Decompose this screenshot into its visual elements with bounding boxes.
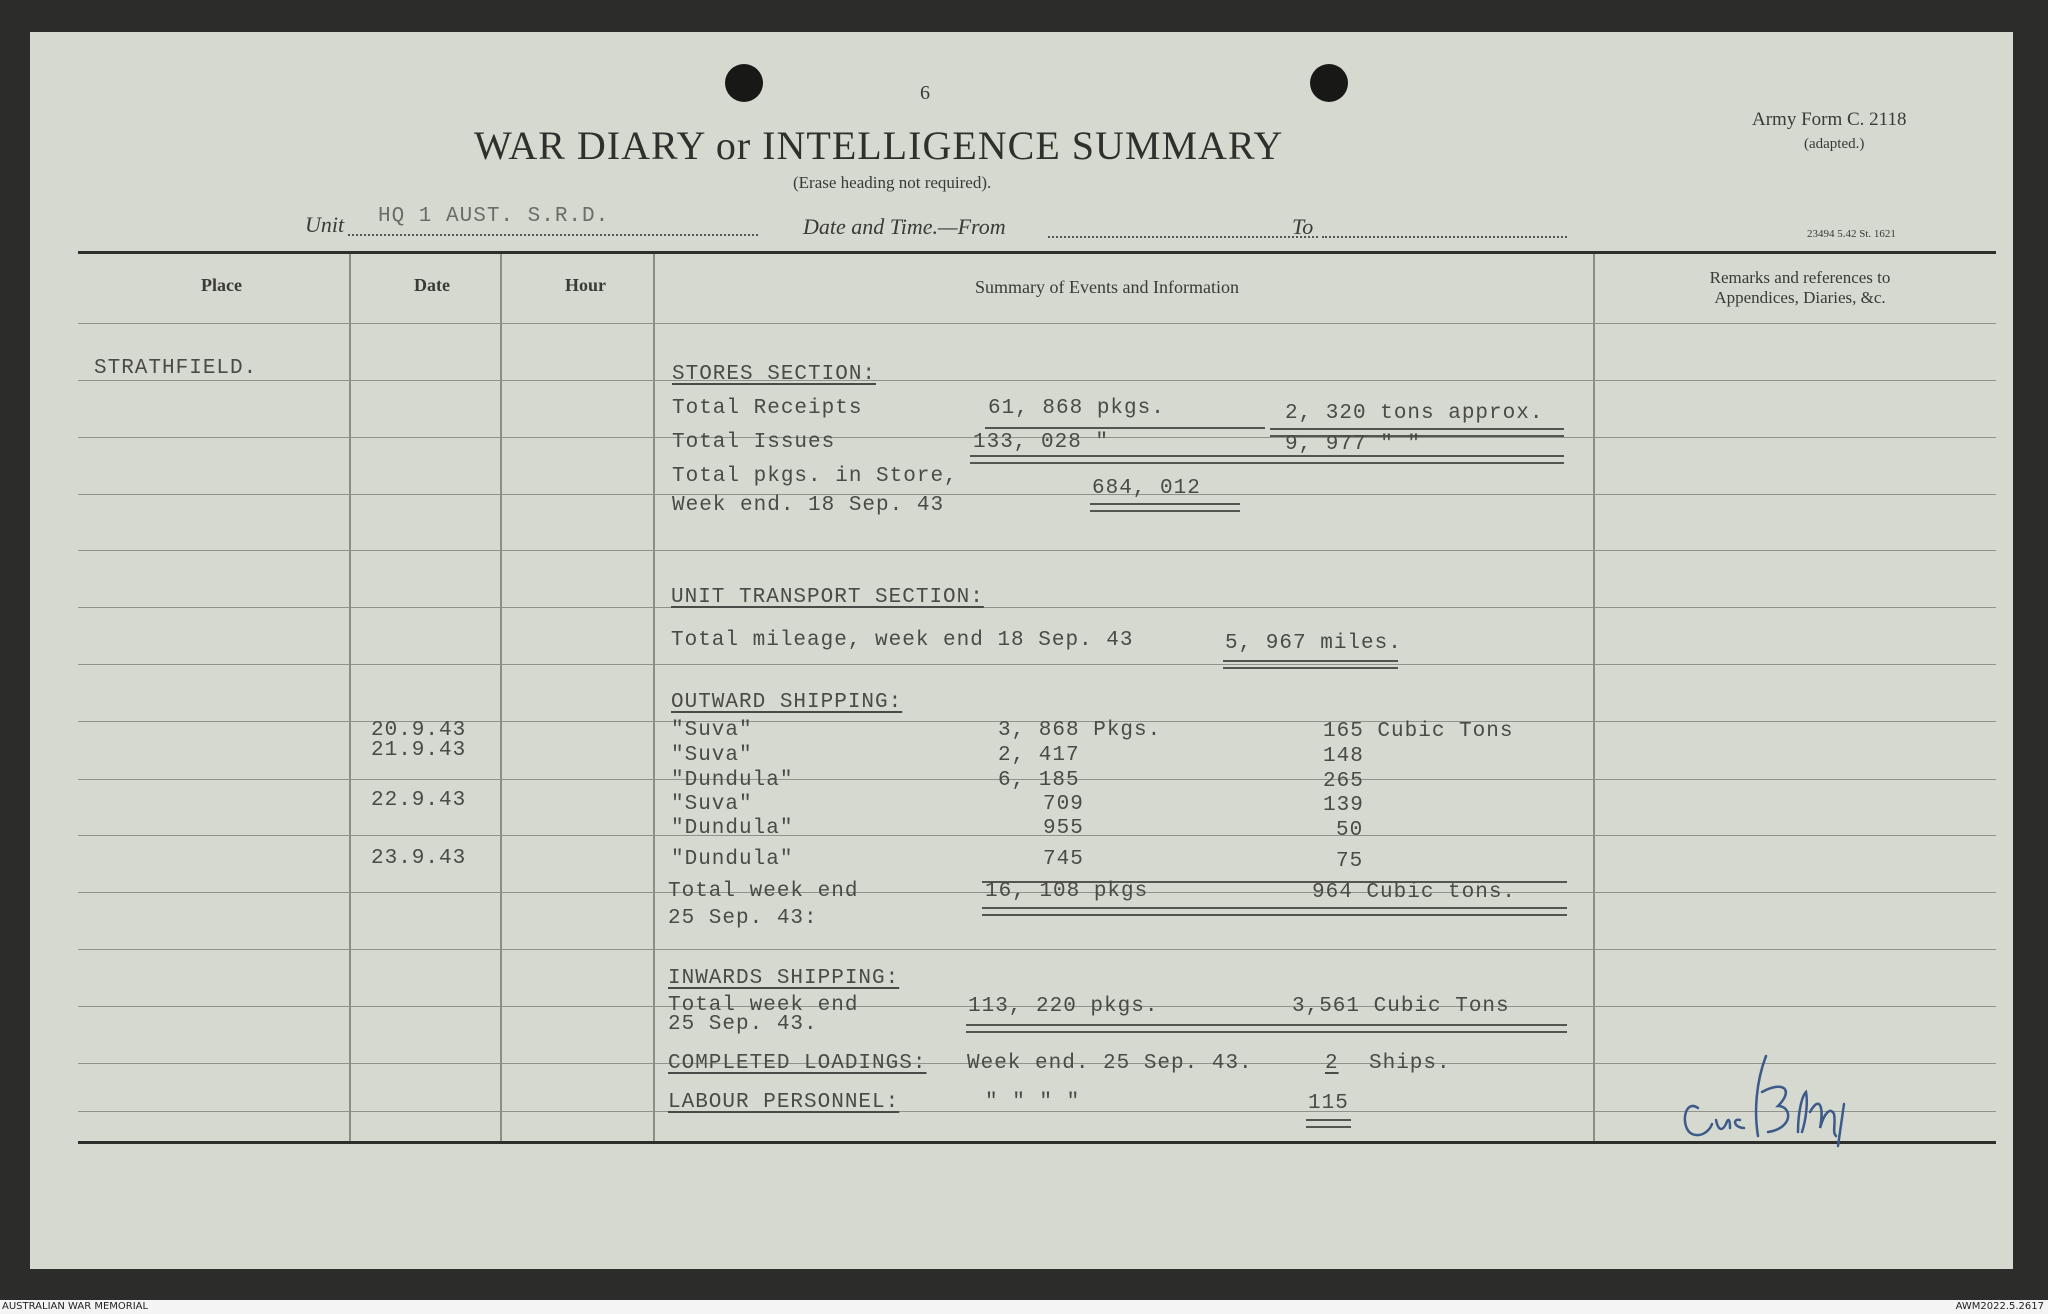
outward-total-label: Total week end — [668, 880, 859, 903]
outward-tons: 165 Cubic Tons — [1323, 720, 1514, 743]
adapted-label: (adapted.) — [1804, 136, 1865, 152]
row-rule — [78, 664, 1996, 665]
date-time-label: Date and Time.—From — [803, 214, 1006, 239]
column-header-summary: Summary of Events and Information — [975, 277, 1239, 297]
stores-heading: STORES SECTION: — [672, 363, 877, 386]
outward-date: 22.9.43 — [371, 789, 467, 812]
page-number: 6 — [920, 82, 930, 104]
row-rule — [78, 835, 1996, 836]
stores-in-store-value: 684, 012 — [1092, 477, 1201, 500]
outward-total-tons: 964 Cubic tons. — [1312, 881, 1517, 904]
transport-mileage-value: 5, 967 miles. — [1225, 632, 1402, 655]
stores-receipts-label: Total Receipts — [672, 397, 863, 420]
outward-heading: OUTWARD SHIPPING: — [671, 691, 903, 714]
outward-date: 23.9.43 — [371, 847, 467, 870]
to-label: To — [1292, 214, 1314, 239]
column-divider-hour — [653, 254, 655, 1141]
outward-pkgs: 6, 185 — [998, 769, 1080, 792]
stores-in-store-label: Total pkgs. in Store, — [672, 465, 958, 488]
unit-value: HQ 1 AUST. S.R.D. — [378, 205, 610, 228]
to-dotted-line — [1322, 236, 1567, 238]
column-divider-summary — [1593, 254, 1595, 1141]
outward-tons: 139 — [1323, 794, 1364, 817]
loadings-unit: Ships. — [1369, 1052, 1451, 1075]
in-store-underline — [1090, 503, 1240, 512]
place-entry: STRATHFIELD. — [94, 357, 258, 380]
row-rule — [78, 607, 1996, 608]
archive-footer — [0, 1300, 2048, 1314]
outward-pkgs: 955 — [1043, 817, 1084, 840]
labour-double-underline — [1306, 1119, 1351, 1128]
column-header-hour: Hour — [565, 275, 607, 295]
inwards-heading: INWARDS SHIPPING: — [668, 967, 900, 990]
outward-pkgs: 2, 417 — [998, 744, 1080, 767]
inwards-total-tons: 3,561 Cubic Tons — [1292, 995, 1510, 1018]
stores-receipts-pkgs: 61, 868 pkgs. — [988, 397, 1165, 420]
remarks-header-line-1: Remarks and references to — [1709, 268, 1891, 287]
footer-left-text: AUSTRALIAN WAR MEMORIAL — [2, 1301, 149, 1312]
labour-label: LABOUR PERSONNEL: — [668, 1091, 900, 1114]
outward-ship: "Dundula" — [671, 769, 794, 792]
column-header-remarks — [1655, 268, 1945, 308]
table-top-rule — [78, 251, 1996, 254]
labour-value: 115 — [1308, 1092, 1349, 1115]
stores-receipts-tons: 2, 320 tons approx. — [1285, 402, 1544, 425]
loadings-count: 2 — [1325, 1052, 1339, 1075]
outward-tons: 50 — [1336, 819, 1364, 842]
labour-ditto: " " " " — [985, 1091, 1081, 1114]
outward-total-pkgs: 16, 108 pkgs — [985, 880, 1149, 903]
column-header-place: Place — [201, 275, 242, 295]
row-rule — [78, 949, 1996, 950]
remarks-header-line-2: Appendices, Diaries, &c. — [1714, 288, 1886, 307]
outward-ship: "Suva" — [671, 719, 753, 742]
header-row-rule — [78, 323, 1996, 324]
inwards-double-underline — [966, 1024, 1567, 1033]
row-rule — [78, 550, 1996, 551]
outward-date: 21.9.43 — [371, 739, 467, 762]
outward-ship: "Dundula" — [671, 817, 794, 840]
outward-pkgs: 745 — [1043, 848, 1084, 871]
loadings-label: COMPLETED LOADINGS: — [668, 1052, 927, 1075]
footer-right-text: AWM2022.5.2617 — [1955, 1301, 2044, 1312]
outward-pkgs: 709 — [1043, 793, 1084, 816]
inwards-total-week: 25 Sep. 43. — [668, 1013, 818, 1036]
receipts-underline — [985, 427, 1265, 429]
army-form-label: Army Form C. 2118 — [1752, 109, 1907, 130]
issues-double-underline — [970, 455, 1564, 464]
punch-hole-right — [1310, 64, 1348, 102]
print-code: 23494 5.42 St. 1621 — [1807, 228, 1896, 240]
stores-issues-pkgs: 133, 028 " — [973, 431, 1110, 454]
punch-hole-left — [725, 64, 763, 102]
transport-heading: UNIT TRANSPORT SECTION: — [671, 586, 984, 609]
page-title: WAR DIARY or INTELLIGENCE SUMMARY — [474, 123, 1284, 168]
column-divider-date — [500, 254, 502, 1141]
inwards-total-pkgs: 113, 220 pkgs. — [968, 995, 1159, 1018]
outward-pkgs: 3, 868 Pkgs. — [998, 719, 1162, 742]
outward-tons: 148 — [1323, 745, 1364, 768]
column-header-date: Date — [414, 275, 450, 295]
unit-dotted-line — [348, 234, 758, 236]
war-diary-sheet — [30, 32, 2013, 1269]
outward-date: 20.9.43 — [371, 719, 467, 742]
outward-ship: "Suva" — [671, 793, 753, 816]
signature-image — [1670, 1032, 1890, 1152]
mileage-underline — [1223, 660, 1398, 669]
page-subtitle: (Erase heading not required). — [793, 173, 992, 192]
loadings-text: Week end. 25 Sep. 43. — [967, 1052, 1253, 1075]
stores-in-store-week: Week end. 18 Sep. 43 — [672, 494, 945, 517]
outward-tons: 265 — [1323, 770, 1364, 793]
column-divider-place — [349, 254, 351, 1141]
outward-total-double-underline — [982, 907, 1567, 916]
outward-ship: "Suva" — [671, 744, 753, 767]
stores-issues-label: Total Issues — [672, 431, 836, 454]
outward-tons: 75 — [1336, 850, 1364, 873]
unit-label: Unit — [305, 212, 345, 237]
row-rule — [78, 380, 1996, 381]
inwards-total-label: Total week end — [668, 994, 859, 1017]
transport-mileage-label: Total mileage, week end 18 Sep. 43 — [671, 629, 1134, 652]
row-rule — [78, 494, 1996, 495]
from-dotted-line — [1048, 236, 1318, 238]
stores-issues-tons: 9, 977 " " — [1285, 433, 1422, 456]
outward-total-week: 25 Sep. 43: — [668, 907, 818, 930]
outward-ship: "Dundula" — [671, 848, 794, 871]
